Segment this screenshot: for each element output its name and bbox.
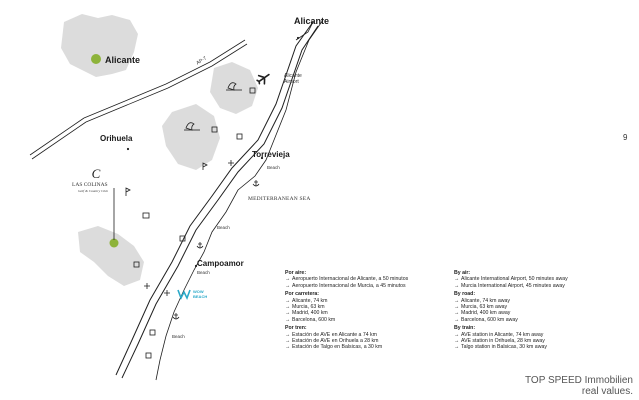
arrow-icon: → (454, 297, 460, 304)
info-item: Barcelona, 600 km away (461, 316, 518, 323)
label-ap7: AP-7 (195, 55, 208, 67)
label-beach-torrevieja: Beach (267, 165, 280, 170)
wow-beach-logo (178, 290, 190, 298)
cross-icon (164, 290, 170, 296)
info-item: Estación de AVE en Orihuela a 28 km (292, 338, 379, 345)
heading-by-air: By air: (454, 270, 471, 276)
orihuela-dot (127, 148, 129, 150)
info-item: Murcia, 63 km (292, 304, 325, 311)
label-las-colinas-sub: Golf & Country Club (78, 189, 108, 193)
label-orihuela: Orihuela (100, 134, 133, 143)
heading-by-road: By road: (454, 291, 476, 298)
arrow-icon: → (285, 304, 291, 311)
anchor-icon (253, 180, 259, 186)
heading-por-aire: Por aire: (285, 270, 307, 276)
info-item: Madrid, 400 km (292, 310, 328, 317)
arrow-icon: → (285, 338, 291, 345)
info-item: Murcia International Airport, 45 minutes away (461, 282, 565, 289)
label-campoamor: Campoamor (197, 259, 244, 268)
label-wow-beach: WOW BEACH (193, 289, 208, 299)
arrow-icon: → (285, 331, 291, 338)
cross-icon (228, 160, 234, 166)
info-item: Estación de AVE en Alicante a 74 km (292, 331, 377, 338)
anchor-icon (197, 242, 203, 248)
building-icon (150, 330, 155, 335)
arrow-icon: → (285, 344, 291, 351)
arrow-icon: → (454, 331, 460, 338)
label-beach-1: Beach (217, 225, 230, 230)
info-item: Aeropuerto Internacional de Murcia, a 45 minutos (292, 282, 406, 289)
info-item: Aeropuerto Internacional de Alicante, a 50 minutos (292, 276, 409, 283)
las-colinas-logo-icon (92, 166, 101, 181)
info-item: Alicante International Airport, 50 minutes away (461, 276, 568, 283)
building-icon (146, 353, 151, 358)
arrow-icon: → (454, 304, 460, 311)
watermark (525, 375, 633, 397)
info-item: Murcia, 63 km away (461, 304, 508, 311)
watermark-line-1: TOP SPEED Immobilien (524, 375, 633, 386)
info-item: Barcelona, 600 km (292, 316, 336, 323)
info-item: Madrid, 400 km away (461, 310, 511, 317)
label-beach-2: Beach (197, 270, 210, 275)
arrow-icon: → (454, 344, 460, 351)
arrow-icon: → (454, 282, 460, 289)
arrow-icon: → (454, 338, 460, 345)
svg-text:C: C (91, 166, 101, 181)
arrow-icon: → (285, 297, 291, 304)
info-item: Talgo station in Balsicas, 30 km away (461, 344, 547, 351)
label-alicante-airport: Alicante Airport (284, 73, 302, 85)
arrow-icon: → (285, 282, 291, 289)
lake-torrevieja (162, 104, 220, 170)
alicante-inset-marker (91, 54, 101, 64)
arrow-icon: → (454, 316, 460, 323)
las-colinas-area (78, 226, 144, 286)
building-icon (143, 213, 149, 218)
label-torrevieja: Torrevieja (252, 150, 290, 159)
airplane-icon (255, 70, 271, 86)
spain-inset-shape (61, 14, 141, 77)
alicante-city-dot (297, 37, 299, 39)
watermark-line-2: real values. (581, 386, 633, 397)
heading-por-tren: Por tren: (285, 325, 307, 332)
building-icon (237, 134, 242, 139)
label-mediterranean-sea: MEDITERRANEAN SEA (248, 196, 311, 202)
arrow-icon: → (285, 316, 291, 323)
heading-por-carretera: Por carretera: (285, 291, 320, 298)
info-english (454, 268, 568, 351)
arrow-icon: → (454, 276, 460, 283)
cross-icon (144, 283, 150, 289)
arrow-icon: → (285, 276, 291, 283)
label-alicante-inset: Alicante (105, 55, 141, 65)
info-item: AVE station in Orihuela, 28 km away (461, 338, 545, 345)
label-beach-3: Beach (172, 334, 185, 339)
info-item: Estación de Talgo en Balsicas, a 30 km (292, 344, 383, 351)
golf-flag-icon (126, 188, 130, 196)
page-number: 9 (623, 133, 628, 142)
label-las-colinas: LAS COLINAS (72, 182, 108, 188)
arrow-icon: → (285, 310, 291, 317)
label-alicante-city: Alicante (294, 16, 330, 26)
heading-by-train: By train: (454, 325, 476, 332)
info-item: Alicante, 74 km (292, 297, 328, 304)
anchor-icon (173, 313, 179, 319)
info-item: Alicante, 74 km away (461, 297, 511, 304)
arrow-icon: → (454, 310, 460, 317)
info-item: AVE station in Alicante, 74 km away (461, 331, 544, 338)
info-spanish (285, 268, 408, 351)
